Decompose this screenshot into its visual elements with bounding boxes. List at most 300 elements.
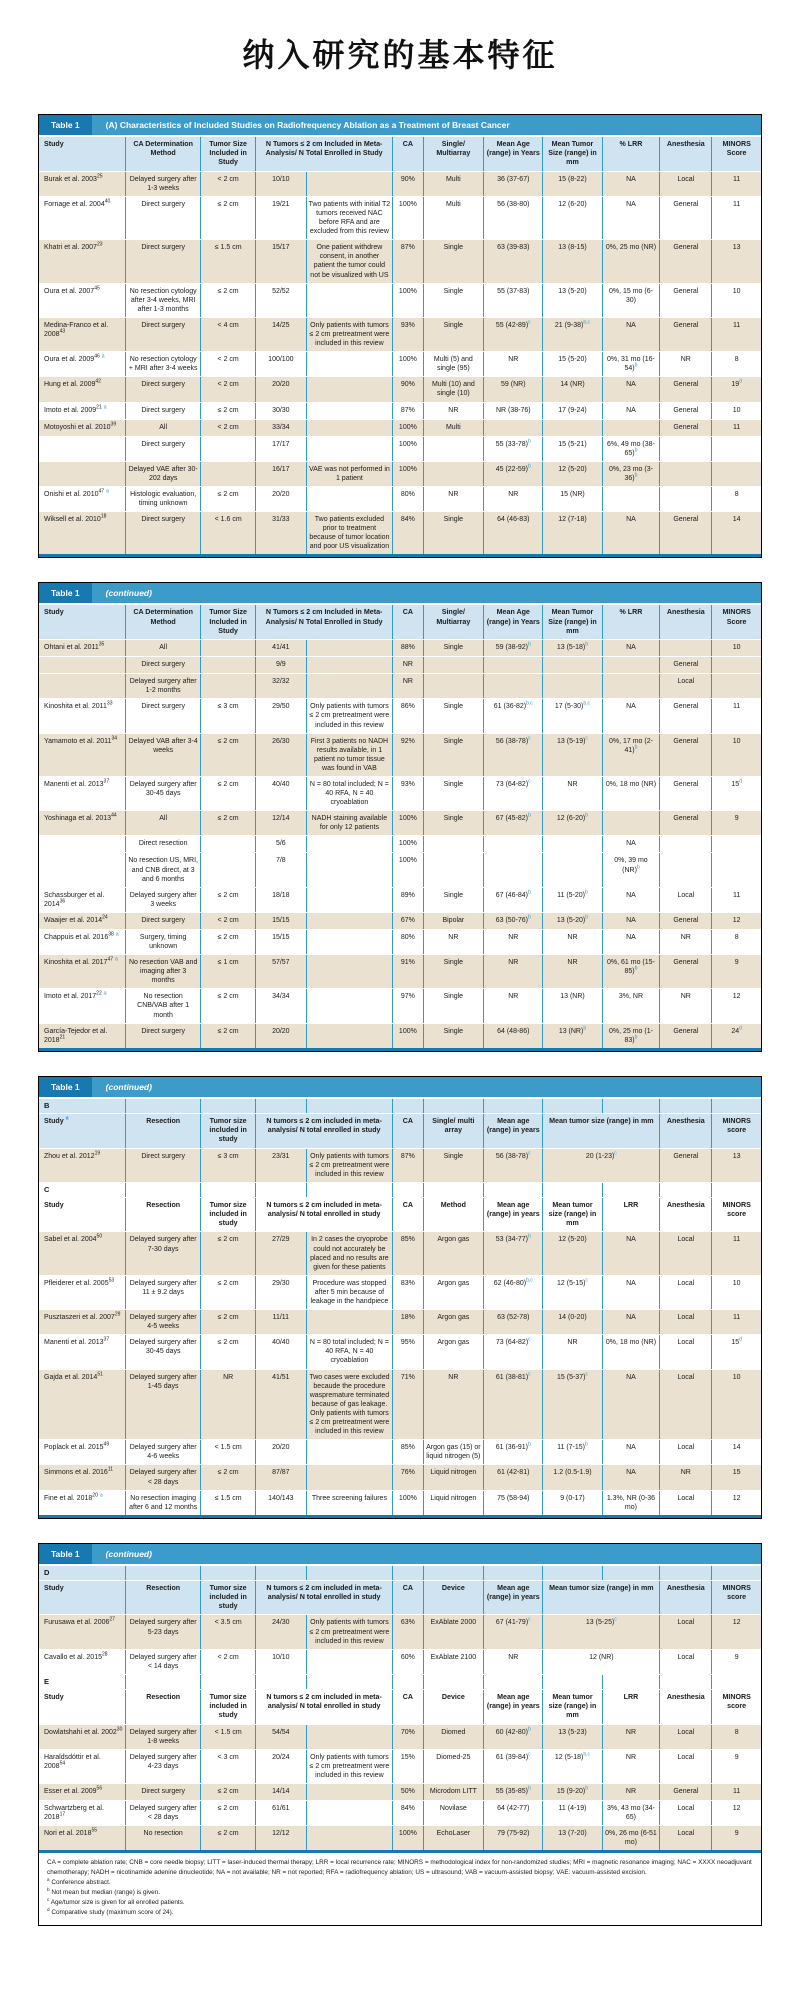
superscript-note: b: [634, 965, 638, 972]
superscript-note: b: [585, 641, 589, 648]
superscript-note: 17: [59, 1811, 66, 1818]
table-cell: 8: [712, 1724, 761, 1749]
section-band-cell: [602, 1099, 660, 1114]
table-cell: 13 $(5-19)^c$: [543, 733, 602, 776]
table-cell: [602, 419, 660, 436]
column-header: Study: [39, 1197, 126, 1232]
section-band-cell: [126, 1566, 201, 1581]
table-cell: ≤ 1.5 cm: [201, 1490, 256, 1516]
superscript-note: 18: [100, 513, 107, 520]
table-cell: [306, 989, 393, 1023]
superscript-note: a: [99, 1492, 103, 1499]
superscript-note: b: [585, 889, 588, 896]
superscript-note: c: [614, 1617, 617, 1624]
column-header: Study: [39, 1580, 126, 1615]
table-row: [39, 1023, 761, 1049]
table-cell: 11: [712, 887, 761, 912]
footnote-line: $^b$ Not mean but median (range) is given.: [47, 1887, 161, 1897]
table-row: [39, 1649, 761, 1674]
column-header: Anesthesia: [660, 1689, 712, 1724]
column-header: LRR: [602, 1689, 660, 1724]
section-band-cell: [201, 1674, 256, 1689]
table-cell: ≤ 3 cm: [201, 699, 256, 733]
table-cell: 15$^d$: [712, 1335, 761, 1369]
table-cell: Simmons et al. 2016$^{11}$: [39, 1465, 126, 1490]
table-cell: 93%: [393, 317, 423, 351]
column-header: Mean age (range) in years: [484, 1113, 543, 1148]
superscript-note: 55: [91, 1827, 98, 1834]
table-cell: [543, 657, 602, 674]
table-cell: NA: [602, 512, 660, 556]
table-cell: 85%: [393, 1440, 423, 1465]
table-cell: 64 (48-86): [484, 1023, 543, 1049]
column-header: Mean Age (range) in Years: [484, 605, 543, 639]
table-cell: [306, 853, 393, 887]
table-cell: 20/20: [256, 486, 307, 511]
superscript-note: 36: [59, 898, 66, 905]
table-row: [39, 317, 761, 351]
column-header: Anesthesia: [660, 1580, 712, 1615]
table-cell: 12: [712, 912, 761, 929]
table-cell: Delayed surgery after 4-5 weeks: [126, 1310, 201, 1335]
superscript-note: a: [115, 956, 118, 963]
table-cell: 54/54: [256, 1724, 307, 1749]
table-cell: 12 $(5-18)^{b,c}$: [543, 1749, 602, 1783]
table-cell: Direct surgery: [126, 699, 201, 733]
column-header: Single/ Multiarray: [423, 137, 484, 171]
header-row: [39, 1580, 761, 1615]
table-cell: 11: [712, 1310, 761, 1335]
table-caption: (continued): [105, 588, 152, 599]
table-cell: ≤ 2 cm: [201, 989, 256, 1023]
table-cell: 100%: [393, 461, 423, 486]
table-cell: 63 $(50-76)^b$: [484, 912, 543, 929]
table-cell: 10/10: [256, 1649, 307, 1674]
table-cell: Diomed-25: [423, 1749, 484, 1783]
table-cell: No resection CNB/VAB after 1 month: [126, 989, 201, 1023]
column-header: Tumor size included in study: [201, 1113, 256, 1148]
table-cell: 10: [712, 733, 761, 776]
table-cell: [543, 674, 602, 699]
table-cell: 29/50: [256, 699, 307, 733]
table-cell: 9: [712, 1826, 761, 1852]
table-cell: 12: [712, 989, 761, 1023]
superscript-note: b: [585, 1441, 588, 1448]
table-row: [39, 1749, 761, 1783]
table-cell: 15 (8-22): [543, 171, 602, 196]
table-cell: Argon gas: [423, 1310, 484, 1335]
table-cell: Sabel et al. 2004$^{50}$: [39, 1232, 126, 1275]
table-cell: 13 $(5-20)^b$: [543, 912, 602, 929]
table-cell: Delayed surgery after 4-6 weeks: [126, 1440, 201, 1465]
table-cell: 100%: [393, 836, 423, 853]
table-cell: Local: [660, 1369, 712, 1440]
table-caption: (A) Characteristics of Included Studies on Radiofrequency Ablation as a Treatment of Breast Cancer: [105, 120, 510, 130]
table-cell: NR: [423, 486, 484, 511]
table-cell: NR: [543, 955, 602, 989]
table-cell: 100%: [393, 352, 423, 377]
superscript-note: c: [528, 1617, 531, 1624]
table-cell: [306, 419, 393, 436]
superscript-note: c: [585, 1371, 588, 1378]
table-cell: 59 (NR): [484, 377, 543, 402]
table-cell: Direct surgery: [126, 377, 201, 402]
table-cell: [39, 836, 126, 853]
table-cell: General: [660, 240, 712, 283]
table-cell: General: [660, 912, 712, 929]
table-cell: [660, 486, 712, 511]
table-cell: 18%: [393, 1310, 423, 1335]
table-cell: 12 (5-20): [543, 461, 602, 486]
footnote-line: $^c$ Age/tumor size is given for all enrolled patients.: [47, 1896, 185, 1907]
column-header: Method: [423, 1197, 484, 1232]
table-cell: NR: [423, 929, 484, 954]
table-cell: 100%: [393, 283, 423, 317]
section-band-cell: [660, 1674, 712, 1689]
table-cell: Esser et al. 2009$^{56}$: [39, 1784, 126, 1801]
table-cell: ≤ 2 cm: [201, 1784, 256, 1801]
table-caption: (continued): [105, 1548, 152, 1559]
table-cell: 13 (NR)$^b$: [543, 1023, 602, 1049]
footnote-line: $^d$ Comparative study (maximum score of 24).: [47, 1906, 174, 1917]
table-cell: 84%: [393, 1801, 423, 1826]
column-header: Single/ multi array: [423, 1113, 484, 1148]
table-cell: [306, 929, 393, 954]
superscript-note: 39: [110, 421, 117, 428]
column-header: Tumor size included in study: [201, 1580, 256, 1615]
table-cell: [306, 640, 393, 657]
table-cell: Multi (5) and single (95): [423, 352, 484, 377]
table-cell: VAE was not performed in 1 patient: [306, 461, 393, 486]
table-row: [39, 512, 761, 556]
superscript-note: 47: [107, 956, 114, 963]
superscript-note: 43: [59, 328, 66, 335]
column-header: % LRR: [602, 137, 660, 171]
table-cell: 9: [712, 1649, 761, 1674]
superscript-note: 21: [59, 1034, 66, 1041]
table-cell: Pfleiderer et al. 2005$^{53}$: [39, 1275, 126, 1309]
table-cell: 11: [712, 699, 761, 733]
column-header: Tumor Size Included in Study: [201, 605, 256, 639]
table-row: [39, 657, 761, 674]
table-cell: 41/51: [256, 1369, 307, 1440]
table-cell: 50%: [393, 1784, 423, 1801]
table-cell: Single: [423, 811, 484, 836]
table-cell: [306, 1310, 393, 1335]
column-header: CA: [393, 605, 423, 639]
table-cell: 0%, 25 mo (NR): [602, 240, 660, 283]
superscript-note: 42: [95, 379, 101, 386]
table-cell: [306, 912, 393, 929]
table-cell: 87/87: [256, 1465, 307, 1490]
header-row: [39, 137, 761, 171]
table-row: [39, 1826, 761, 1852]
table-cell: [543, 836, 602, 853]
table-cell: Single: [423, 317, 484, 351]
table-cell: ≤ 2 cm: [201, 887, 256, 912]
column-header: Mean tumor size (range) in mm: [543, 1197, 602, 1232]
table-cell: Direct resection: [126, 836, 201, 853]
table-cell: 11 (4-19): [543, 1801, 602, 1826]
table-cell: General: [660, 657, 712, 674]
table-cell: General: [660, 733, 712, 776]
table-row: [39, 461, 761, 486]
table-row: [39, 1784, 761, 1801]
table-row: [39, 776, 761, 810]
table-cell: Single: [423, 699, 484, 733]
table-cell: 57/57: [256, 955, 307, 989]
column-header: Study: [39, 605, 126, 639]
column-header: Anesthesia: [660, 605, 712, 639]
table-row: [39, 1148, 761, 1182]
table-cell: [39, 461, 126, 486]
table-cell: 61 $(39-84)^c$: [484, 1749, 543, 1783]
superscript-note: c: [614, 1150, 617, 1157]
table-cell: Single: [423, 283, 484, 317]
section-band-cell: [256, 1566, 307, 1581]
section-band-cell: [393, 1182, 423, 1197]
table-cell: 40/40: [256, 776, 307, 810]
table-header-bar: [39, 583, 761, 605]
table-cell: 11: [712, 1784, 761, 1801]
table-row: [39, 1275, 761, 1309]
column-header: LRR: [602, 1197, 660, 1232]
table-cell: Single: [423, 776, 484, 810]
table-cell: Delayed VAE after 30-202 days: [126, 461, 201, 486]
table-cell: 12/14: [256, 811, 307, 836]
table-cell: 31/33: [256, 512, 307, 556]
table-cell: 79 (75-92): [484, 1826, 543, 1852]
section-band-cell: [423, 1099, 484, 1114]
table-cell: 10: [712, 402, 761, 419]
column-header: MINORS score: [712, 1113, 761, 1148]
table-cell: All: [126, 640, 201, 657]
table-cell: Local: [660, 1490, 712, 1516]
table-cell: 36 (37-67): [484, 171, 543, 196]
table-cell: Argon gas (15) or liquid nitrogen (5): [423, 1440, 484, 1465]
superscript-note: b: [585, 812, 589, 819]
column-header: Resection: [126, 1197, 201, 1232]
table-cell: [39, 657, 126, 674]
tables-container: [38, 114, 762, 1926]
table-cell: < 2 cm: [201, 419, 256, 436]
superscript-note: 11: [107, 1467, 114, 1474]
table-cell: 61 $(36-91)^b$: [484, 1440, 543, 1465]
table-cell: [201, 640, 256, 657]
table-cell: 100/100: [256, 352, 307, 377]
table-cell: In 2 cases the cryoprobe could not accurately be placed and no results are given for these patients: [306, 1232, 393, 1275]
table-cell: 75 (58-94): [484, 1490, 543, 1516]
column-header: Mean age (range) in years: [484, 1197, 543, 1232]
table-cell: 27/29: [256, 1232, 307, 1275]
table-cell: Argon gas: [423, 1275, 484, 1309]
column-header: Study: [39, 1689, 126, 1724]
table-cell: Two patients with initial T2 tumors received NAC before RFA and are excluded from this review: [306, 196, 393, 239]
table-cell: Ohtani et al. 2011$^{35}$: [39, 640, 126, 657]
table-cell: NA: [602, 929, 660, 954]
table-cell: ≤ 2 cm: [201, 1335, 256, 1369]
superscript-note: a: [115, 931, 119, 938]
column-header: Anesthesia: [660, 1113, 712, 1148]
superscript-note: 50: [96, 1234, 103, 1241]
table-cell: Burak et al. 2003$^{25}$: [39, 171, 126, 196]
table-cell: Delayed VAB after 3-4 weeks: [126, 733, 201, 776]
table-cell: 10/10: [256, 171, 307, 196]
section-band-cell: [126, 1182, 201, 1197]
column-header: CA: [393, 1197, 423, 1232]
table-cell: 89%: [393, 887, 423, 912]
table-cell: Yamamoto et al. 2011$^{34}$: [39, 733, 126, 776]
table-cell: Local: [660, 1615, 712, 1649]
superscript-note: b: [528, 463, 531, 470]
table-cell: Only patients with tumors ≤ 2 cm pretreatment were included in this review: [306, 317, 393, 351]
table-cell: No resection cytology + MRI after 3-4 weeks: [126, 352, 201, 377]
table-cell: NR: [423, 1369, 484, 1440]
table-cell: NR: [660, 989, 712, 1023]
superscript-note: d: [739, 1336, 742, 1343]
table-cell: NR (38-76): [484, 402, 543, 419]
table-cell: Direct surgery: [126, 240, 201, 283]
table-cell: Medina-Franco et al. 2008$^{43}$: [39, 317, 126, 351]
table-cell: First 3 patients no NADH results available, in 1 patient no tumor tissue was found in VAB: [306, 733, 393, 776]
section-band-cell: [201, 1099, 256, 1114]
table-cell: [423, 461, 484, 486]
table-row: [39, 436, 761, 461]
table-cell: Fine et al. 2018$^{20}$ $^a$: [39, 1490, 126, 1516]
table-cell: 7/8: [256, 853, 307, 887]
superscript-note: b: [634, 744, 638, 751]
table-cell: Onishi et al. 2010$^{47}$ $^a$: [39, 486, 126, 511]
table-cell: 13: [712, 240, 761, 283]
table-cell: General: [660, 1023, 712, 1049]
header-row: [39, 1689, 761, 1724]
table-block: [38, 1076, 762, 1519]
table-cell: 15 $(5-37)^c$: [543, 1369, 602, 1440]
table-cell: Single: [423, 240, 484, 283]
superscript-note: 40: [104, 198, 111, 205]
table-cell: ≤ 2 cm: [201, 929, 256, 954]
table-cell: ≤ 2 cm: [201, 1232, 256, 1275]
table-cell: [201, 836, 256, 853]
table-cell: ≤ 2 cm: [201, 1275, 256, 1309]
table-cell: [201, 436, 256, 461]
table-row: [39, 1801, 761, 1826]
header-row: [39, 1113, 761, 1148]
table-cell: 20 $(1-23)^c$: [543, 1148, 660, 1182]
superscript-note: c: [528, 1150, 531, 1157]
column-header: Tumor size included in study: [201, 1689, 256, 1724]
table-cell: [484, 419, 543, 436]
table-row: [39, 887, 761, 912]
table-cell: Direct surgery: [126, 657, 201, 674]
table-cell: 29/30: [256, 1275, 307, 1309]
column-header: Device: [423, 1580, 484, 1615]
section-band-cell: [393, 1674, 423, 1689]
table-cell: NR: [484, 989, 543, 1023]
table-cell: Gajda et al. 2014$^{51}$: [39, 1369, 126, 1440]
table-cell: 40/40: [256, 1335, 307, 1369]
table-cell: ExAblate 2100: [423, 1649, 484, 1674]
table-row: [39, 196, 761, 239]
table-cell: General: [660, 512, 712, 556]
table-cell: Single: [423, 1023, 484, 1049]
table-cell: ≤ 2 cm: [201, 1826, 256, 1852]
superscript-note: b: [634, 1034, 638, 1041]
table-cell: 8: [712, 929, 761, 954]
table-cell: 0%, 26 mo (6-51 mo): [602, 1826, 660, 1852]
table-cell: 11/11: [256, 1310, 307, 1335]
table-cell: [484, 674, 543, 699]
table-cell: Local: [660, 1749, 712, 1783]
section-label: D: [39, 1566, 126, 1581]
table-cell: Wiksell et al. 2010$^{18}$: [39, 512, 126, 556]
table-cell: 8: [712, 486, 761, 511]
table-cell: 0%, 15 mo (6-30): [602, 283, 660, 317]
table-cell: Microdom LITT: [423, 1784, 484, 1801]
table-cell: 12: [712, 1490, 761, 1516]
table-cell: N = 80 total included; N = 40 RFA, N = 40 cryoablation: [306, 1335, 393, 1369]
table-cell: 13 (NR): [543, 989, 602, 1023]
table-cell: General: [660, 377, 712, 402]
superscript-note: a: [106, 488, 109, 495]
table-cell: 63 (39-83): [484, 240, 543, 283]
superscript-note: 23: [96, 241, 103, 248]
table-cell: 0%, 18 mo (NR): [602, 776, 660, 810]
table-cell: 15 (NR): [543, 486, 602, 511]
superscript-note: b: [528, 1441, 531, 1448]
superscript-note: c: [528, 1336, 531, 1343]
table-cell: 100%: [393, 1490, 423, 1516]
column-header: Anesthesia: [660, 137, 712, 171]
table-cell: 9/9: [256, 657, 307, 674]
superscript-note: b: [528, 641, 531, 648]
table-cell: [306, 1440, 393, 1465]
superscript-note: a: [103, 404, 107, 411]
superscript-note: a: [101, 353, 105, 360]
table-cell: [423, 853, 484, 887]
superscript-note: c: [47, 1896, 50, 1902]
table-cell: Oura et al. 2009$^{46}$ $^a$: [39, 352, 126, 377]
column-header: N tumors ≤ 2 cm included in meta-analysis/ N total enrolled in study: [256, 1113, 393, 1148]
table-cell: 12 $(6-20)^b$: [543, 811, 602, 836]
data-table: [39, 1566, 761, 1854]
table-cell: ≤ 2 cm: [201, 811, 256, 836]
table-cell: NR: [543, 1335, 602, 1369]
superscript-note: 20: [92, 1492, 98, 1499]
table-cell: 62 $(46-80)^{b,c}$: [484, 1275, 543, 1309]
superscript-note: 30: [116, 1726, 123, 1733]
table-cell: Local: [660, 1275, 712, 1309]
table-cell: 55 $(33-78)^b$: [484, 436, 543, 461]
table-cell: Surgery, timing unknown: [126, 929, 201, 954]
table-footnotes: [39, 1853, 761, 1925]
table-cell: 20/24: [256, 1749, 307, 1783]
section-band-cell: [602, 1674, 660, 1689]
table-cell: [306, 1784, 393, 1801]
superscript-note: a: [103, 991, 107, 998]
table-cell: 13 (5-20): [543, 283, 602, 317]
table-cell: NA: [602, 377, 660, 402]
table-row: [39, 733, 761, 776]
table-cell: Manenti et al. 2013$^{37}$: [39, 776, 126, 810]
table-cell: ≤ 2 cm: [201, 1023, 256, 1049]
table-caption: (continued): [105, 1081, 152, 1092]
table-cell: 11 $(7-15)^b$: [543, 1440, 602, 1465]
table-number-label: Table 1: [39, 115, 92, 135]
section-band-cell: [484, 1674, 543, 1689]
header-row: [39, 605, 761, 639]
table-block: [38, 114, 762, 558]
